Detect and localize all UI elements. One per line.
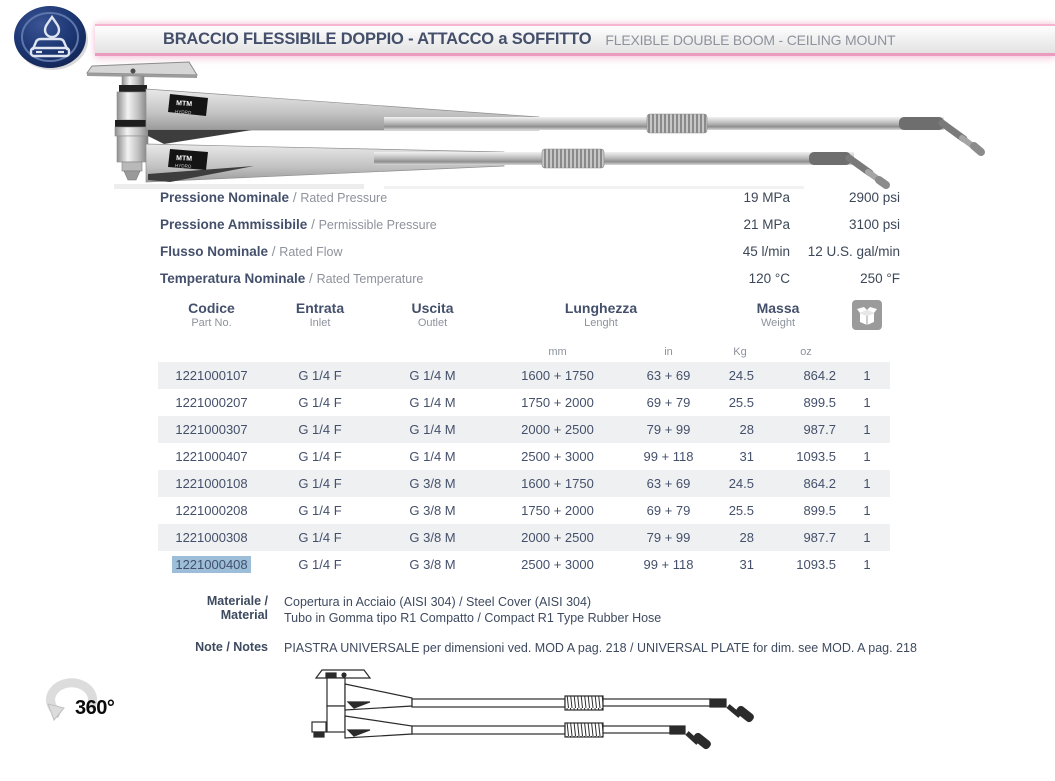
svg-text:HYDRO: HYDRO (174, 163, 192, 169)
cell-weight-oz: 987.7 (803, 530, 836, 545)
cell-outlet: G 3/8 M (409, 476, 456, 491)
cell-package-qty: 1 (863, 422, 871, 437)
cell-weight-kg: 28 (739, 422, 754, 437)
unit-in: in (664, 346, 673, 358)
cell-package-qty: 1 (863, 503, 871, 518)
spec-row (160, 238, 900, 265)
cell-outlet: G 1/4 M (409, 395, 456, 410)
unit-oz: oz (800, 346, 812, 358)
cell-outlet: G 3/8 M (409, 530, 456, 545)
cell-length-mm: 2500 + 3000 (521, 449, 594, 464)
cell-outlet: G 1/4 M (409, 422, 456, 437)
table-row (158, 389, 890, 416)
cell-weight-kg: 28 (739, 530, 754, 545)
column-header-inlet: Entrata Inlet (295, 300, 345, 329)
cell-inlet: G 1/4 F (298, 503, 342, 518)
spec-label: Pressione Ammissibile / Permissible Pressure (160, 217, 437, 232)
cell-weight-oz: 864.2 (803, 368, 836, 383)
spec-list (160, 184, 900, 292)
cell-part-no: 1221000307 (175, 422, 248, 437)
cell-weight-oz: 899.5 (803, 395, 836, 410)
table-units-row (158, 342, 890, 362)
cell-length-mm: 1750 + 2000 (521, 503, 594, 518)
product-photo-double-boom (84, 56, 1000, 196)
cell-inlet: G 1/4 F (298, 368, 342, 383)
cell-length-mm: 1600 + 1750 (521, 476, 594, 491)
column-header-weight: Massa Weight (756, 300, 800, 329)
cell-weight-oz: 899.5 (803, 503, 836, 518)
cell-weight-oz: 864.2 (803, 476, 836, 491)
material-text: Copertura in Acciaio (AISI 304) / Steel Cover (AISI 304) Tubo in Gomma tipo R1 Compatto / Compact R1 Type Rubber Hose (284, 595, 662, 625)
cell-inlet: G 1/4 F (298, 557, 342, 572)
cell-outlet: G 1/4 M (409, 449, 456, 464)
svg-text:MTM: MTM (175, 100, 193, 109)
cell-part-no: 1221000207 (175, 395, 248, 410)
page-title-italian: BRACCIO FLESSIBILE DOPPIO - ATTACCO a SOFFITTO (163, 30, 592, 48)
cell-outlet: G 3/8 M (409, 557, 456, 572)
cell-inlet: G 1/4 F (298, 449, 342, 464)
cell-weight-kg: 25.5 (728, 395, 754, 410)
cell-length-in: 79 + 99 (646, 530, 691, 545)
cell-length-mm: 2500 + 3000 (521, 557, 594, 572)
cell-length-mm: 2000 + 2500 (521, 422, 594, 437)
unit-mm: mm (548, 346, 567, 358)
cell-weight-kg: 25.5 (728, 503, 754, 518)
rotate-360-icon (38, 670, 168, 732)
cell-inlet: G 1/4 F (298, 476, 342, 491)
notes-section (158, 640, 917, 656)
car-wash-icon (11, 4, 91, 72)
spec-value-metric: 21 MPa (743, 217, 790, 232)
notes-label: Note / Notes (195, 640, 268, 654)
cell-package-qty: 1 (863, 476, 871, 491)
cell-part-no: 1221000408 (158, 557, 265, 572)
notes-text: PIASTRA UNIVERSALE per dimensioni ved. MOD A pag. 218 / UNIVERSAL PLATE for dim. see MOD. A pag. 218 (284, 641, 917, 655)
cell-weight-oz: 1093.5 (796, 557, 836, 572)
table-row (158, 416, 890, 443)
spec-value-imperial: 12 U.S. gal/min (807, 244, 900, 259)
spec-label: Temperatura Nominale / Rated Temperature (160, 271, 424, 286)
table-row (158, 470, 890, 497)
package-icon (852, 300, 882, 330)
cell-length-mm: 2000 + 2500 (521, 530, 594, 545)
badge-360-label: 360° (75, 697, 115, 719)
brand-label-bottom (168, 149, 208, 170)
spec-value-metric: 19 MPa (743, 190, 790, 205)
spec-value-metric: 45 l/min (742, 244, 790, 259)
table-row (158, 524, 890, 551)
material-label: Materiale / Material (206, 594, 268, 622)
spec-row (160, 265, 900, 292)
cell-length-in: 69 + 79 (646, 395, 691, 410)
cell-length-in: 69 + 79 (646, 503, 691, 518)
cell-weight-kg: 24.5 (728, 368, 754, 383)
cell-inlet: G 1/4 F (298, 422, 342, 437)
page-title-english: FLEXIBLE DOUBLE BOOM - CEILING MOUNT (605, 31, 896, 48)
table-row (158, 362, 890, 389)
svg-text:MTM: MTM (175, 155, 193, 163)
technical-drawing-double-boom (300, 666, 760, 770)
cell-inlet: G 1/4 F (298, 530, 342, 545)
table-header (158, 298, 890, 342)
cell-weight-kg: 24.5 (728, 476, 754, 491)
column-header-part-no: Codice Part No. (188, 300, 235, 329)
spec-label: Pressione Nominale / Rated Pressure (160, 190, 388, 205)
cell-length-mm: 1600 + 1750 (521, 368, 594, 383)
spec-value-metric: 120 °C (748, 271, 790, 286)
svg-text:HYDRO: HYDRO (174, 109, 192, 116)
cell-weight-kg: 31 (739, 557, 754, 572)
spec-row (160, 184, 900, 211)
cell-package-qty: 1 (863, 530, 871, 545)
cell-package-qty: 1 (863, 449, 871, 464)
column-header-packaging (844, 298, 890, 330)
table-row (158, 551, 890, 578)
column-header-outlet: Uscita Outlet (411, 300, 454, 329)
cell-package-qty: 1 (863, 368, 871, 383)
table-row (158, 497, 890, 524)
spec-value-imperial: 250 °F (860, 271, 900, 286)
spec-value-imperial: 2900 psi (848, 190, 900, 205)
cell-outlet: G 1/4 M (409, 368, 456, 383)
cell-part-no: 1221000407 (175, 449, 248, 464)
material-section (158, 594, 661, 626)
spec-row (160, 211, 900, 238)
cell-part-no: 1221000308 (175, 530, 248, 545)
cell-outlet: G 3/8 M (409, 503, 456, 518)
spec-label: Flusso Nominale / Rated Flow (160, 244, 343, 259)
column-header-length: Lunghezza Lenght (564, 300, 638, 329)
product-table (158, 298, 890, 578)
cell-length-in: 63 + 69 (646, 476, 691, 491)
cell-part-no: 1221000107 (175, 368, 248, 383)
cell-inlet: G 1/4 F (298, 395, 342, 410)
cell-weight-oz: 1093.5 (796, 449, 836, 464)
cell-part-no: 1221000108 (175, 476, 248, 491)
cell-part-no: 1221000208 (175, 503, 248, 518)
cell-length-mm: 1750 + 2000 (521, 395, 594, 410)
cell-length-in: 99 + 118 (643, 449, 694, 464)
cell-weight-kg: 31 (739, 449, 754, 464)
unit-kg: Kg (733, 346, 747, 358)
table-row (158, 443, 890, 470)
cell-package-qty: 1 (863, 395, 871, 410)
table-body (158, 362, 890, 578)
cell-package-qty: 1 (863, 557, 871, 572)
cell-weight-oz: 987.7 (803, 422, 836, 437)
cell-length-in: 63 + 69 (646, 368, 691, 383)
spec-value-imperial: 3100 psi (848, 217, 900, 232)
cell-length-in: 99 + 118 (643, 557, 694, 572)
page-header (95, 24, 1055, 56)
cell-length-in: 79 + 99 (646, 422, 691, 437)
